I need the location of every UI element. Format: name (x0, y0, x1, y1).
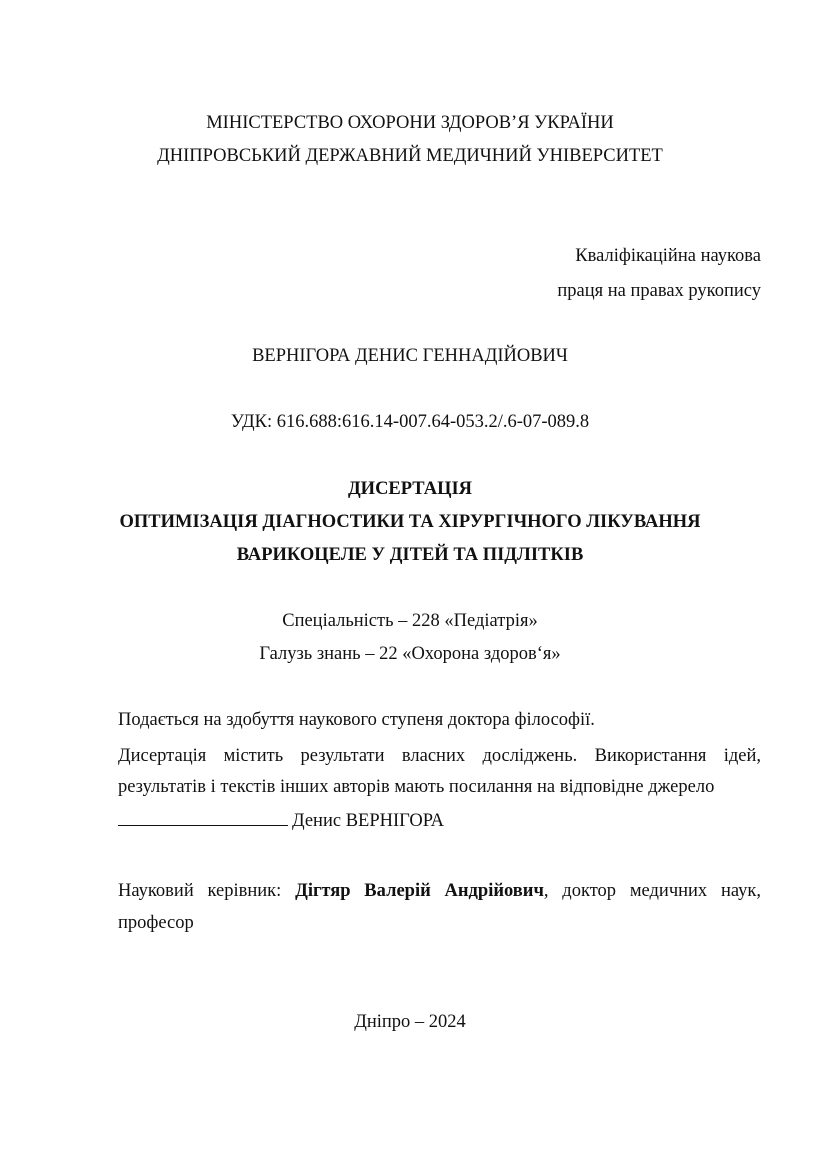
manuscript-note-line1: Кваліфікаційна наукова (575, 246, 761, 266)
dissertation-label: ДИСЕРТАЦІЯ (347, 479, 473, 499)
supervisor-prefix: Науковий керівник: (118, 881, 282, 901)
dissertation-title-line2: ВАРИКОЦЕЛЕ У ДІТЕЙ ТА ПІДЛІТКІВ (236, 545, 584, 565)
supervisor-line1 (118, 873, 761, 910)
manuscript-note-line2: праця на правах рукопису (557, 281, 761, 301)
signature-line (118, 809, 288, 826)
statement-line1: Подається на здобуття наукового ступеня доктора філософії. (118, 710, 595, 730)
ministry-heading: МІНІСТЕРСТВО ОХОРОНИ ЗДОРОВ’Я УКРАЇНИ (206, 113, 614, 133)
statement-line3: результатів і текстів інших авторів мають посилання на відповідне джерело (118, 777, 715, 797)
signature-row (118, 809, 444, 832)
field-of-knowledge: Галузь знань – 22 «Охорона здоров‘я» (259, 644, 561, 664)
signature-name: Денис ВЕРНІГОРА (292, 811, 445, 831)
supervisor-title: професор (118, 913, 194, 933)
supervisor-name: Дігтяр Валерій Андрійович (295, 881, 544, 901)
statement-line2: Дисертація містить результати власних досліджень. Використання ідей, (118, 746, 761, 766)
udc-code: УДК: 616.688:616.14-007.64-053.2/.6-07-089.8 (230, 412, 590, 432)
dissertation-title-line1: ОПТИМІЗАЦІЯ ДІАГНОСТИКИ ТА ХІРУРГІЧНОГО ЛІКУВАННЯ (119, 512, 701, 532)
supervisor-degree: , доктор медичних наук, (543, 881, 762, 901)
city-year: Дніпро – 2024 (354, 1012, 466, 1032)
specialty: Спеціальність – 228 «Педіатрія» (282, 611, 538, 631)
university-heading: ДНІПРОВСЬКИЙ ДЕРЖАВНИЙ МЕДИЧНИЙ УНІВЕРСИТЕТ (157, 146, 663, 166)
author-name: ВЕРНІГОРА ДЕНИС ГЕННАДІЙОВИЧ (252, 346, 568, 366)
